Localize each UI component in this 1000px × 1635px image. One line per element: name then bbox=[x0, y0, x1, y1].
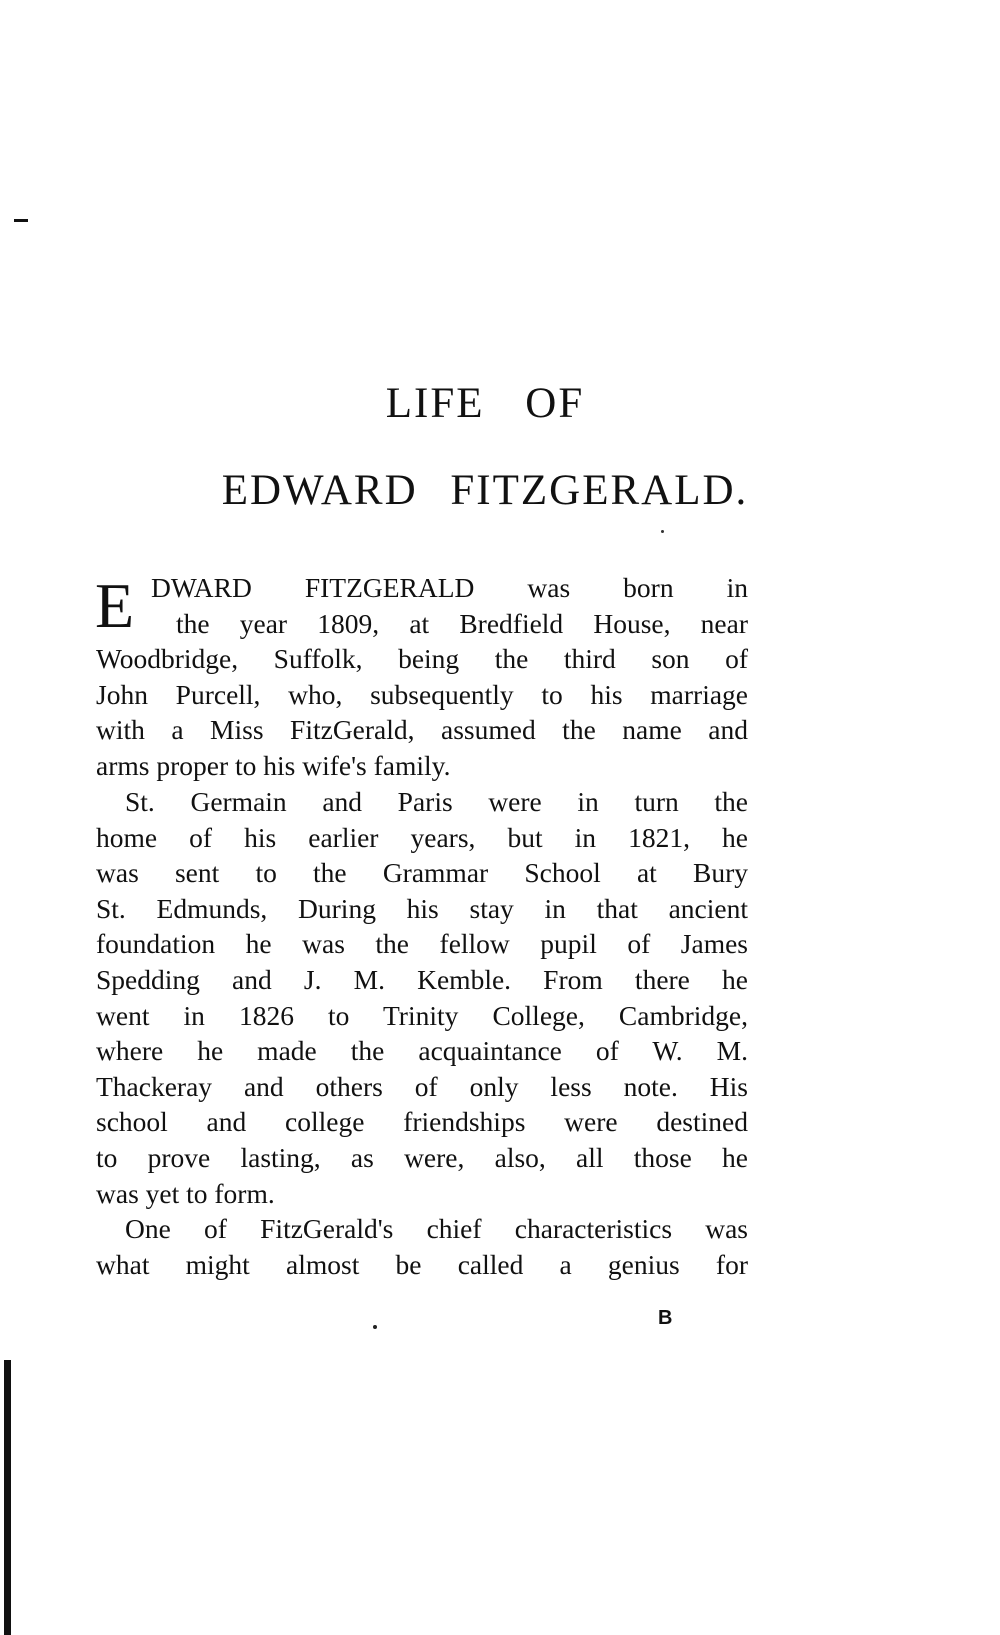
paragraph-2 bbox=[96, 784, 748, 1211]
text-line: John Purcell, who, subsequently to his marriage bbox=[96, 678, 748, 710]
text-line: was yet to form. bbox=[96, 1177, 275, 1209]
signature-mark: B bbox=[658, 1307, 673, 1329]
text-line: school and college friendships were destined bbox=[96, 1106, 748, 1138]
text-line: went in 1826 to Trinity College, Cambridge, bbox=[96, 999, 748, 1031]
text-line: what might almost be called a genius for bbox=[96, 1248, 748, 1280]
title-line-1: LIFE OF bbox=[385, 380, 585, 427]
scan-edge-bar bbox=[4, 1360, 11, 1635]
text-line: St. Edmunds, During his stay in that ancient bbox=[96, 892, 748, 924]
text-line: One of FitzGerald's chief characteristics was bbox=[125, 1213, 748, 1244]
text-line: Thackeray and others of only less note. His bbox=[96, 1070, 748, 1102]
text-line: the year 1809, at Bredfield House, near bbox=[176, 607, 748, 639]
paragraph-1 bbox=[96, 570, 748, 784]
drop-cap: E bbox=[95, 570, 135, 641]
text-line: Woodbridge, Suffolk, being the third son of bbox=[96, 643, 748, 675]
text-line: DWARD FITZGERALD was born in bbox=[151, 572, 748, 603]
title-line-2: EDWARD FITZGERALD. bbox=[221, 467, 749, 514]
text-line: home of his earlier years, but in 1821, he bbox=[96, 821, 748, 853]
text-line: with a Miss FitzGerald, assumed the name and bbox=[96, 714, 748, 746]
margin-dash bbox=[14, 219, 28, 222]
text-line: St. Germain and Paris were in turn the bbox=[125, 786, 748, 817]
print-speck bbox=[661, 530, 664, 533]
text-line: where he made the acquaintance of W. M. bbox=[96, 1035, 748, 1067]
paragraph-3 bbox=[96, 1211, 748, 1282]
text-line: was sent to the Grammar School at Bury bbox=[96, 857, 748, 889]
text-line: Spedding and J. M. Kemble. From there he bbox=[96, 963, 748, 995]
text-line: foundation he was the fellow pupil of James bbox=[96, 928, 748, 960]
print-speck bbox=[373, 1325, 377, 1329]
text-line: arms proper to his wife's family. bbox=[96, 749, 451, 781]
text-line: to prove lasting, as were, also, all those he bbox=[96, 1141, 748, 1173]
